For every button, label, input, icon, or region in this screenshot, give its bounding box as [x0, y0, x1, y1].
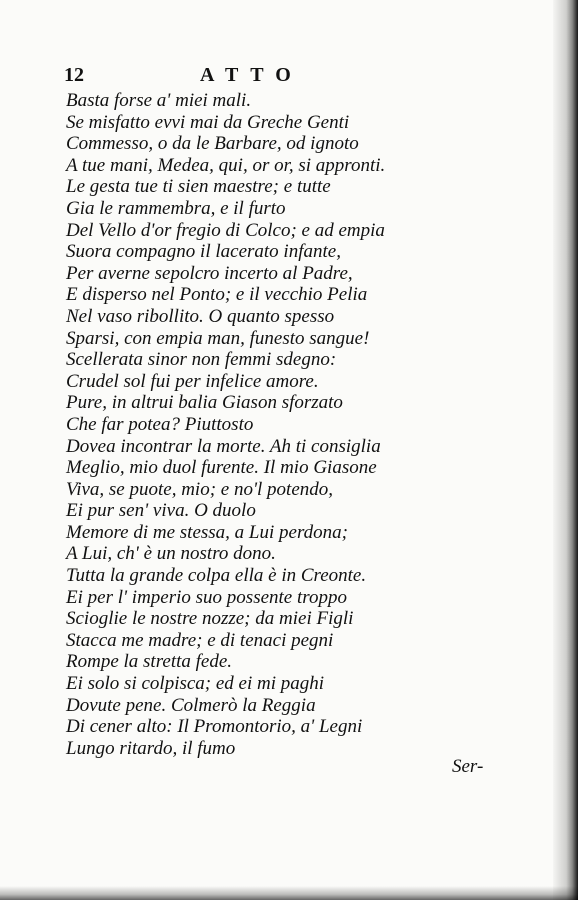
verse-line: Basta forse a' miei mali. [66, 90, 252, 111]
verse-line: A Lui, ch' è un nostro dono. [66, 543, 276, 565]
verse-line: Di cener alto: Il Promontorio, a' Legni [66, 716, 363, 738]
verse-line: Se misfatto evvi mai da Greche Genti [66, 111, 350, 133]
verse-line: Ei solo si colpisca; ed ei mi paghi [66, 673, 325, 695]
verse-line: Dovute pene. Colmerò la Reggia [66, 694, 316, 716]
verse-line: Del Vello d'or fregio di Colco; e ad empia [66, 219, 385, 241]
page-edge-shadow [553, 0, 577, 900]
verse-line: Suora compagno il lacerato infante, [66, 241, 341, 263]
catchword: Ser- [452, 756, 484, 777]
verse-line: Crudel sol fui per infelice amore. [66, 370, 319, 392]
verse-line: Meglio, mio duol furente. Il mio Giasone [66, 457, 377, 479]
verse-line: Lungo ritardo, il fumo [66, 737, 236, 759]
verse-line: Le gesta tue ti sien maestre; e tutte [66, 176, 331, 198]
verse-line: Viva, se puote, mio; e no'l potendo, [66, 478, 334, 500]
verse-line: Pure, in altrui balia Giason sforzato [66, 392, 343, 414]
verse-line: Stacca me madre; e di tenaci pegni [66, 629, 334, 651]
verse-line: Ei per l' imperio suo possente troppo [66, 586, 347, 608]
verse-line: Tutta la grande colpa ella è in Creonte. [66, 565, 367, 587]
verse-line: Per averne sepolcro incerto al Padre, [66, 262, 353, 284]
verse-text [66, 90, 506, 759]
page-header [64, 64, 364, 92]
verse-line: A tue mani, Medea, qui, or or, si appronti. [66, 154, 386, 176]
verse-line: Nel vaso ribollito. O quanto spesso [66, 305, 335, 327]
verse-line: Che far potea? Piuttosto [66, 413, 254, 435]
page-bottom-shadow [0, 886, 578, 900]
verse-line: Rompe la stretta fede. [66, 651, 233, 673]
verse-line: Ei pur sen' viva. O duolo [66, 500, 256, 522]
verse-line: Scellerata sinor non femmi sdegno: [66, 349, 337, 371]
verse-line: Scioglie le nostre nozze; da miei Figli [66, 608, 354, 630]
verse-line: Commesso, o da le Barbare, od ignoto [66, 133, 359, 155]
page-number: 12 [64, 64, 84, 86]
verse-line: Sparsi, con empia man, funesto sangue! [66, 327, 370, 349]
verse-line: Gia le rammembra, e il furto [66, 197, 286, 219]
running-head: ATTO [200, 64, 303, 86]
verse-line: E disperso nel Ponto; e il vecchio Pelia [66, 284, 368, 306]
verse-line: Dovea incontrar la morte. Ah ti consiglia [66, 435, 381, 457]
verse-line: Memore di me stessa, a Lui perdona; [66, 521, 348, 543]
